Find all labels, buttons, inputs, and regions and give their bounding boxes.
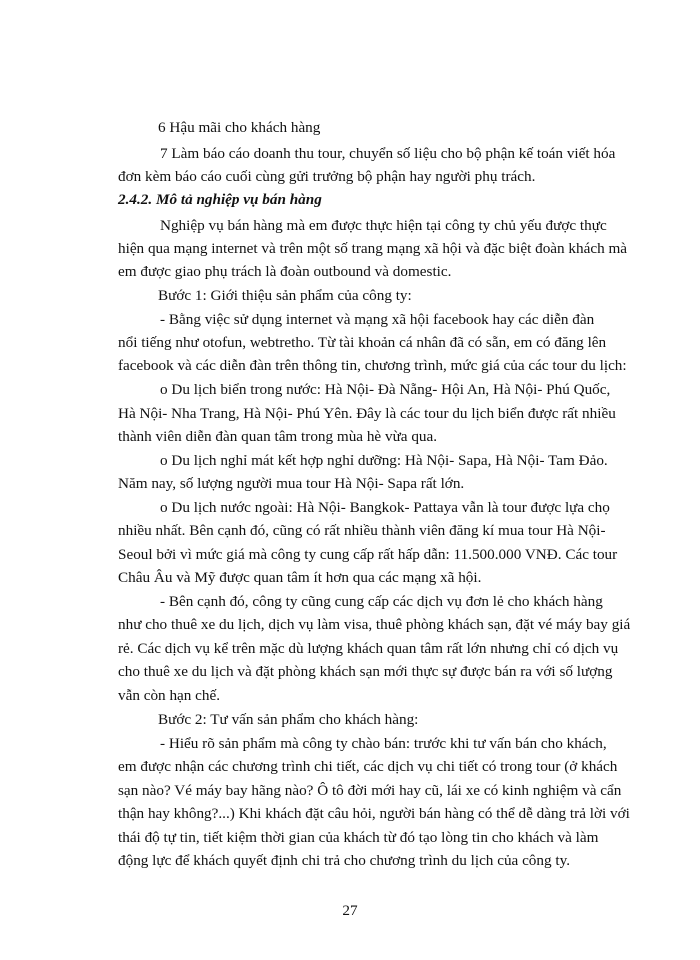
bullet-2-line-1: - Bên cạnh đó, công ty cũng cung cấp các dịch vụ đơn lẻ cho khách hàng	[160, 593, 603, 610]
bullet-2-line-3: rẻ. Các dịch vụ kể trên mặc dù lượng khách quan tâm rất lớn nhưng chỉ có dịch vụ	[118, 640, 619, 657]
bullet-3-line-2: em được nhận các chương trình chi tiết, các dịch vụ chi tiết có trong tour (ở khách	[118, 758, 618, 775]
section-heading: 2.4.2. Mô tả nghiệp vụ bán hàng	[118, 191, 322, 208]
step-2-label: Bước 2: Tư vấn sản phẩm cho khách hàng:	[158, 711, 419, 728]
intro-line-1: Nghiệp vụ bán hàng mà em được thực hiện tại công ty chủ yếu được thực	[160, 217, 607, 234]
list-item-7-line-1: 7 Làm báo cáo doanh thu tour, chuyển số liệu cho bộ phận kế toán viết hóa	[160, 145, 616, 162]
bullet-3-line-4: thận hay không?...) Khi khách đặt câu hỏi, người bán hàng có thể dễ dàng trả lời với	[118, 805, 630, 822]
bullet-2-line-4: cho thuê xe du lịch và đặt phòng khách sạn mới thực sự được bán ra với số lượng	[118, 663, 613, 680]
intro-line-3: em được giao phụ trách là đoàn outbound và domestic.	[118, 263, 452, 280]
list-item-6: 6 Hậu mãi cho khách hàng	[158, 119, 321, 136]
sub-item-2-line-2: Năm nay, số lượng người mua tour Hà Nội- Sapa rất lớn.	[118, 475, 465, 492]
sub-item-1-line-3: thành viên diễn đàn quan tâm trong mùa hè vừa qua.	[118, 428, 438, 445]
sub-item-3-line-3: Seoul bởi vì mức giá mà công ty cung cấp rất hấp dẫn: 11.500.000 VNĐ. Các tour	[118, 546, 618, 563]
sub-item-3-line-4: Châu Âu và Mỹ được quan tâm ít hơn qua các mạng xã hội.	[118, 569, 482, 586]
bullet-1-line-1: - Bằng việc sử dụng internet và mạng xã hội facebook hay các diễn đàn	[160, 311, 595, 328]
sub-item-1-line-1: o Du lịch biển trong nước: Hà Nội- Đà Nẵng- Hội An, Hà Nội- Phú Quốc,	[160, 381, 611, 398]
bullet-3-line-6: động lực để khách quyết định chi trả cho chương trình du lịch của công ty.	[118, 852, 571, 869]
bullet-2-line-5: vẫn còn hạn chế.	[118, 687, 221, 704]
sub-item-3-line-1: o Du lịch nước ngoài: Hà Nội- Bangkok- Pattaya vẫn là tour được lựa chọ	[160, 499, 610, 516]
bullet-3-line-1: - Hiểu rõ sản phẩm mà công ty chào bán: trước khi tư vấn bán cho khách,	[160, 735, 607, 752]
list-item-7-line-2: đơn kèm báo cáo cuối cùng gửi trưởng bộ phận hay người phụ trách.	[118, 168, 536, 185]
intro-line-2: hiện qua mạng internet và trên một số trang mạng xã hội và đặc biệt đoàn khách mà	[118, 240, 628, 257]
bullet-1-line-2: nổi tiếng như otofun, webtretho. Từ tài khoản cá nhân đã có sẵn, em có đăng lên	[118, 334, 607, 351]
step-1-label: Bước 1: Giới thiệu sản phẩm của công ty:	[158, 287, 412, 304]
sub-item-2-line-1: o Du lịch nghỉ mát kết hợp nghỉ dưỡng: Hà Nội- Sapa, Hà Nội- Tam Đảo.	[160, 452, 608, 469]
bullet-3-line-3: sạn nào? Vé máy bay hãng nào? Ô tô đời mới hay cũ, lái xe có kinh nghiệm và cẩn	[118, 782, 622, 799]
bullet-3-line-5: thái độ tự tin, tiết kiệm thời gian của khách từ đó tạo lòng tin cho khách và làm	[118, 829, 599, 846]
page-number: 27	[342, 902, 358, 919]
sub-item-3-line-2: nhiều nhất. Bên cạnh đó, cũng có rất nhiều thành viên đăng kí mua tour Hà Nội-	[118, 522, 606, 539]
bullet-1-line-3: facebook và các diễn đàn trên thông tin, chương trình, mức giá của các tour du lịch:	[118, 357, 627, 374]
sub-item-1-line-2: Hà Nội- Nha Trang, Hà Nội- Phú Yên. Đây là các tour du lịch biển được rất nhiều	[118, 405, 616, 422]
bullet-2-line-2: như cho thuê xe du lịch, dịch vụ làm visa, thuê phòng khách sạn, đặt vé máy bay giá	[118, 616, 631, 633]
document-page	[118, 0, 631, 960]
